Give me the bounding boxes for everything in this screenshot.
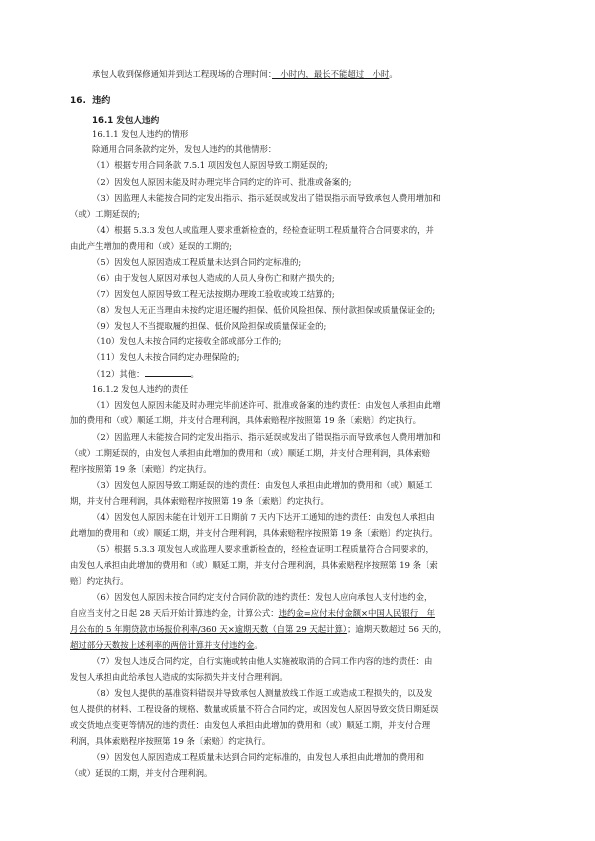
clause-heading-16-1-2: 16.1.2 发包人违约的责任 [92, 384, 189, 394]
list-item: （9）发包人不当提取履约担保、低价风险担保或质量保证金的; [92, 321, 327, 331]
list-item: （8）发包人无正当理由未按约定退还履约担保、低价风险担保、预付款担保或质量保证金的; [92, 305, 436, 315]
paragraph-line: （9）因发包人原因造成工程质量未达到合同约定标准的，由发包人承担由此增加的费用和 [92, 752, 424, 762]
paragraph-line: 包人提供的材料、工程设备的规格、数量或质量不符合合同约定，或因发包人原因导致交货日期延误 [70, 704, 439, 714]
list-item: （6）由于发包人原因对承包人造成的人员人身伤亡和财产损失的; [92, 273, 335, 283]
paragraph-line: （5）根据 5.3.3 项发包人或监理人要求重新检查的，经检查证明工程质量符合合同要求的， [92, 544, 434, 554]
list-item: （5）因发包人原因造成工程质量未达到合同约定标准的; [92, 257, 302, 267]
list-item: （11）发包人未按合同约定办理保险的; [92, 352, 240, 362]
paragraph-line: （7）发包人违反合同约定，自行实施或转由他人实施被取消的合同工作内容的违约责任：由 [92, 656, 433, 666]
subsection-heading: 16.1 发包人违约 [92, 116, 160, 126]
paragraph-line: 加的费用和（或）顺延工期，并支付合理利润，具体索赔程序按照第 19 条〔索赔〕约定执行。 [70, 415, 421, 425]
clause-intro: 除通用合同条款约定外，发包人违约的其他情形： [92, 144, 277, 154]
list-item: （2）因发包人原因未能及时办理完毕合同约定的许可、批准或备案的; [92, 177, 352, 187]
paragraph-line: （或）延误的工期，并支付合理利润。 [70, 768, 213, 778]
paragraph-line: （3）因发包人原因导致工期延误的违约责任：由发包人承担由此增加的费用和（或）顺延工 [92, 480, 433, 490]
paragraph-line: 或交货地点变更等情况的违约责任：由发包人承担由此增加的费用和（或）顺延工期，并支付合理 [70, 720, 431, 730]
list-item-other: （12）其他： 。 [92, 369, 199, 379]
warranty-time-line: 承包人收到保修通知并到达工程现场的合理时间： 小时内，最长不能超过 小时。 [92, 69, 398, 79]
paragraph-line: 自应当支付之日起 28 天后开始计算违约金，计算公式：违约金=应付未付金额×中国人民银行 年 [70, 608, 436, 618]
paragraph-line: （或）工期延误的，由发包人承担由此增加的费用和（或）顺延工期，并支付合理利润，具体索赔 [70, 448, 431, 458]
list-item: 由此产生增加的费用和（或）延误的工期的; [70, 241, 232, 251]
paragraph-line: 发包人承担由此给承包人造成的实际损失并支付合理利润。 [70, 672, 288, 682]
blank-field [145, 368, 191, 377]
paragraph-line: 期，并支付合理利润，具体索赔程序按照第 19 条〔索赔〕约定执行。 [70, 496, 329, 506]
paragraph-line: 赔〕约定执行。 [70, 576, 129, 586]
list-item: （7）因发包人原因导致工程无法按期办理竣工验收或竣工结算的; [92, 289, 335, 299]
paragraph-line: 利润，具体索赔程序按照第 19 条〔索赔〕约定执行。 [70, 736, 271, 746]
list-item: （或）工期延误的; [70, 209, 140, 219]
list-item: （4）根据 5.3.3 发包人或监理人要求重新检查的，经检查证明工程质量符合合同要求的，并 [92, 225, 434, 235]
paragraph-line: （6）因发包人原因未按合同约定支付合同价款的违约责任：发包人应向承包人支付违约金， [92, 592, 433, 602]
paragraph-line: 程序按照第 19 条〔索赔〕约定执行。 [70, 464, 212, 474]
paragraph-line: （1）因发包人原因未能及时办理完毕前述许可、批准或备案的违约责任：由发包人承担由此增 [92, 400, 441, 410]
paragraph-line: 由发包人承担由此增加的费用和（或）顺延工期，并支付合理利润，具体索赔程序按照第 19 条〔索 [70, 560, 438, 570]
list-item: （3）因监理人未能按合同约定发出指示、指示延误或发出了错误指示而导致承包人费用增加和 [92, 193, 441, 203]
section-heading: 16. 违约 [70, 96, 111, 106]
paragraph-line: 月公布的 5 年期贷款市场报价利率/360 天×逾期天数（自第 29 天起计算）；逾期天数超过 56 天的， [70, 624, 447, 634]
paragraph-line: （8）发包人提供的基准资料错误并导致承包人测量放线工作返工或造成工程损失的，以及发 [92, 688, 433, 698]
clause-heading-16-1-1: 16.1.1 发包人违约的情形 [92, 129, 189, 139]
paragraph-line: 此增加的费用和（或）顺延工期，并支付合理利润，具体索赔程序按照第 19 条〔索赔〕约定执行。 [70, 528, 438, 538]
paragraph-line: 超过部分天数按上述利率的两倍计算并支付违约金。 [70, 640, 263, 650]
paragraph-line: （2）因监理人未能按合同约定发出指示、指示延误或发出了错误指示而导致承包人费用增加和 [92, 432, 441, 442]
paragraph-line: （4）因发包人原因未能在计划开工日期前 7 天内下达开工通知的违约责任：由发包人承担由 [92, 512, 435, 522]
list-item: （10）发包人未按合同约定接收全部或部分工作的; [92, 336, 282, 346]
list-item: （1）根据专用合同条款 7.5.1 项因发包人原因导致工期延误的; [92, 160, 328, 170]
